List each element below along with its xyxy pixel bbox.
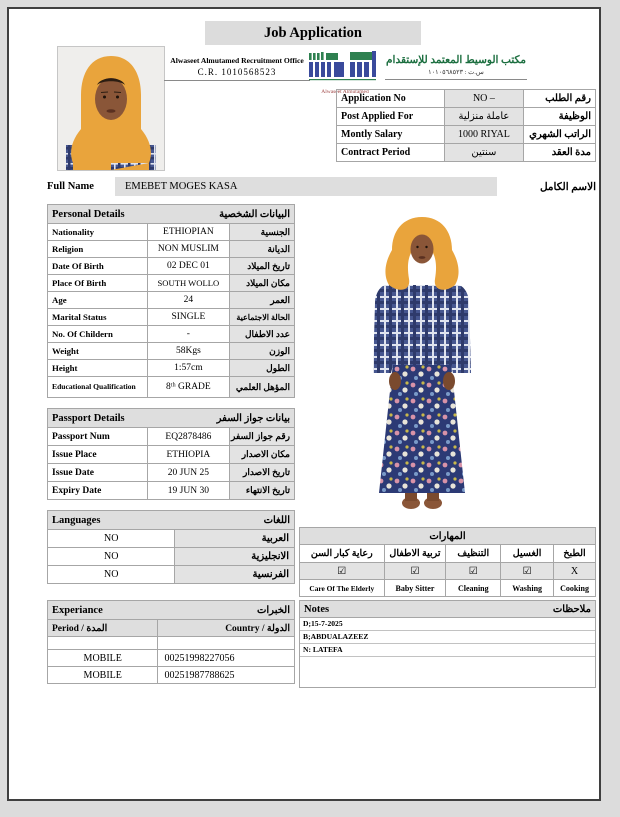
table-row — [48, 309, 295, 326]
table-row — [337, 144, 596, 162]
skill-label-en: Baby Sitter — [384, 580, 446, 597]
notes-section — [299, 600, 596, 688]
section-title-en: Experiance — [52, 604, 103, 616]
field-label-ar: الجنسية — [230, 224, 295, 241]
field-label: No. Of Childern — [48, 326, 148, 343]
field-label: Nationality — [48, 224, 148, 241]
field-label: Expiry Date — [48, 482, 148, 500]
passport-details-header — [48, 409, 295, 428]
contract-label: Contract Period — [337, 144, 445, 162]
note-line: D;15-7-2025 — [300, 618, 595, 631]
section-title-en: Languages — [52, 514, 101, 526]
checked-checkbox-icon: ☑ — [446, 563, 501, 580]
checked-checkbox-icon: ☑ — [501, 563, 554, 580]
company-cr-arabic: س.ت : ١٠١٠٥٦٨٥٢٣ — [385, 66, 527, 80]
table-row — [48, 258, 295, 275]
country-header: Country / الدولة — [158, 620, 295, 637]
section-title-ar: بيانات جواز السفر — [216, 412, 290, 424]
section-title-ar: اللغات — [263, 514, 290, 526]
skill-label-en: Care Of The Elderly — [300, 580, 385, 597]
full-name-label: Full Name — [47, 181, 94, 192]
full-name-row — [47, 177, 596, 196]
section-title-en: Personal Details — [52, 208, 125, 220]
field-label: Educational Qualification — [48, 377, 148, 398]
app-no-value: NO – — [444, 90, 524, 108]
languages-table — [47, 510, 295, 584]
table-row — [48, 548, 295, 566]
table-row — [48, 650, 295, 667]
field-label-ar: الديانة — [230, 241, 295, 258]
applicant-headshot-photo — [57, 46, 165, 171]
skills-title-ar: المهارات — [300, 528, 596, 545]
recruitment-office-block — [164, 56, 310, 81]
field-value: ETHIOPIAN — [147, 224, 230, 241]
field-label: Weight — [48, 343, 148, 360]
experience-country: 00251987788625 — [158, 667, 295, 684]
table-row — [48, 464, 295, 482]
experience-country — [158, 637, 295, 650]
field-value: NON MUSLIM — [147, 241, 230, 258]
skill-label-en: Washing — [501, 580, 554, 597]
language-label-ar: العربية — [175, 530, 295, 548]
full-name-label-ar: الاسم الكامل — [539, 181, 596, 193]
section-title-ar: البيانات الشخصية — [219, 208, 290, 220]
field-label: Religion — [48, 241, 148, 258]
company-arabic-block — [385, 54, 527, 80]
skill-label-ar: التنظيف — [446, 545, 501, 563]
table-row — [48, 446, 295, 464]
personal-details-table — [47, 204, 295, 398]
field-value: 58Kgs — [147, 343, 230, 360]
checked-checkbox-icon: ☑ — [384, 563, 446, 580]
salary-value: 1000 RIYAL — [444, 126, 524, 144]
field-value: 19 JUN 30 — [147, 482, 230, 500]
checked-checkbox-icon: ☑ — [300, 563, 385, 580]
field-label-ar: العمر — [230, 292, 295, 309]
skills-arabic-headers — [300, 545, 596, 563]
skill-label-ar: رعاية كبار السن — [300, 545, 385, 563]
headshot-illustration — [58, 47, 164, 170]
field-label: Place Of Birth — [48, 275, 148, 292]
office-name: Alwaseet Almutamed Recruitment Office — [170, 56, 304, 65]
experience-subheader — [48, 620, 295, 637]
experience-country: 00251998227056 — [158, 650, 295, 667]
field-value: SINGLE — [147, 309, 230, 326]
field-label-ar: مكان الاصدار — [230, 446, 295, 464]
document-page — [7, 7, 601, 801]
skills-checkbox-row — [300, 563, 596, 580]
personal-details-header — [48, 205, 295, 224]
field-label-ar: تاريخ الاصدار — [230, 464, 295, 482]
table-row — [48, 224, 295, 241]
field-label: Issue Place — [48, 446, 148, 464]
field-label-ar: الوزن — [230, 343, 295, 360]
field-value: ETHIOPIA — [147, 446, 230, 464]
field-label-ar: الحالة الاجتماعية — [230, 309, 295, 326]
contract-label-ar: مدة العقد — [524, 144, 596, 162]
table-row — [337, 126, 596, 144]
field-label: Issue Date — [48, 464, 148, 482]
office-cr-number: C.R. 1010568523 — [164, 65, 310, 81]
field-label: Date Of Birth — [48, 258, 148, 275]
passport-details-table — [47, 408, 295, 500]
app-no-label-ar: رقم الطلب — [524, 90, 596, 108]
field-value: 8ᵗʰ GRADE — [147, 377, 230, 398]
field-label: Height — [48, 360, 148, 377]
page-title: Job Application — [205, 21, 421, 45]
experience-period: MOBILE — [48, 650, 158, 667]
field-label-ar: تاريخ الميلاد — [230, 258, 295, 275]
field-value: 24 — [147, 292, 230, 309]
post-value: عاملة منزلية — [444, 108, 524, 126]
languages-header — [48, 511, 295, 530]
field-label-ar: مكان الميلاد — [230, 275, 295, 292]
table-row — [48, 530, 295, 548]
field-label-ar: عدد الاطفال — [230, 326, 295, 343]
skill-label-ar: تربية الاطفال — [384, 545, 446, 563]
skill-label-en: Cooking — [554, 580, 596, 597]
full-name-value: EMEBET MOGES KASA — [115, 177, 497, 196]
language-value: NO — [48, 566, 175, 584]
contract-value: سنتين — [444, 144, 524, 162]
logo-caption: Alwaseet Almutamed — [321, 89, 369, 95]
table-row — [48, 637, 295, 650]
experience-header — [48, 601, 295, 620]
section-title-en: Passport Details — [52, 412, 125, 424]
note-line: N: LATEFA — [300, 644, 595, 657]
section-title-ar: الخبرات — [256, 604, 290, 616]
skill-label-ar: الغسيل — [501, 545, 554, 563]
table-row — [48, 377, 295, 398]
note-line: B;ABDUALAZEEZ — [300, 631, 595, 644]
salary-label: Montly Salary — [337, 126, 445, 144]
table-row — [48, 326, 295, 343]
field-label: Marital Status — [48, 309, 148, 326]
skills-table — [299, 527, 596, 597]
skill-label-ar: الطبخ — [554, 545, 596, 563]
experience-period: MOBILE — [48, 667, 158, 684]
table-row — [48, 566, 295, 584]
skills-english-labels — [300, 580, 596, 597]
field-label-ar: تاريخ الانتهاء — [230, 482, 295, 500]
table-row — [48, 360, 295, 377]
experience-table — [47, 600, 295, 684]
field-value: - — [147, 326, 230, 343]
field-value: 1:57cm — [147, 360, 230, 377]
language-label-ar: الانجليزية — [175, 548, 295, 566]
x-mark-icon: X — [554, 563, 596, 580]
table-row — [48, 275, 295, 292]
company-name-arabic: مكتب الوسيط المعتمد للإستقدام — [386, 55, 526, 66]
field-label-ar: الطول — [230, 360, 295, 377]
table-row — [48, 241, 295, 258]
field-label: Age — [48, 292, 148, 309]
table-row — [48, 428, 295, 446]
language-value: NO — [48, 530, 175, 548]
table-row — [48, 343, 295, 360]
notes-title-ar: ملاحظات — [552, 603, 591, 615]
field-value: SOUTH WOLLO — [147, 275, 230, 292]
table-row — [337, 90, 596, 108]
app-no-label: Application No — [337, 90, 445, 108]
field-label: Passport Num — [48, 428, 148, 446]
table-row — [48, 667, 295, 684]
notes-title-en: Notes — [304, 603, 330, 615]
experience-period — [48, 637, 158, 650]
post-label: Post Applied For — [337, 108, 445, 126]
period-header: Period / المدة — [48, 620, 158, 637]
post-label-ar: الوظيفة — [524, 108, 596, 126]
field-label-ar: المؤهل العلمي — [230, 377, 295, 398]
table-row — [337, 108, 596, 126]
table-row — [48, 292, 295, 309]
field-value: EQ2878486 — [147, 428, 230, 446]
table-row — [48, 482, 295, 500]
fullbody-illustration — [329, 205, 515, 521]
applicant-fullbody-photo — [329, 205, 515, 521]
company-logo-icon — [306, 51, 384, 83]
field-value: 02 DEC 01 — [147, 258, 230, 275]
skill-label-en: Cleaning — [446, 580, 501, 597]
language-label-ar: الفرنسية — [175, 566, 295, 584]
language-value: NO — [48, 548, 175, 566]
field-label-ar: رقم جواز السفر — [230, 428, 295, 446]
field-value: 20 JUN 25 — [147, 464, 230, 482]
salary-label-ar: الراتب الشهري — [524, 126, 596, 144]
notes-header — [300, 601, 595, 618]
application-info-table — [336, 89, 596, 162]
